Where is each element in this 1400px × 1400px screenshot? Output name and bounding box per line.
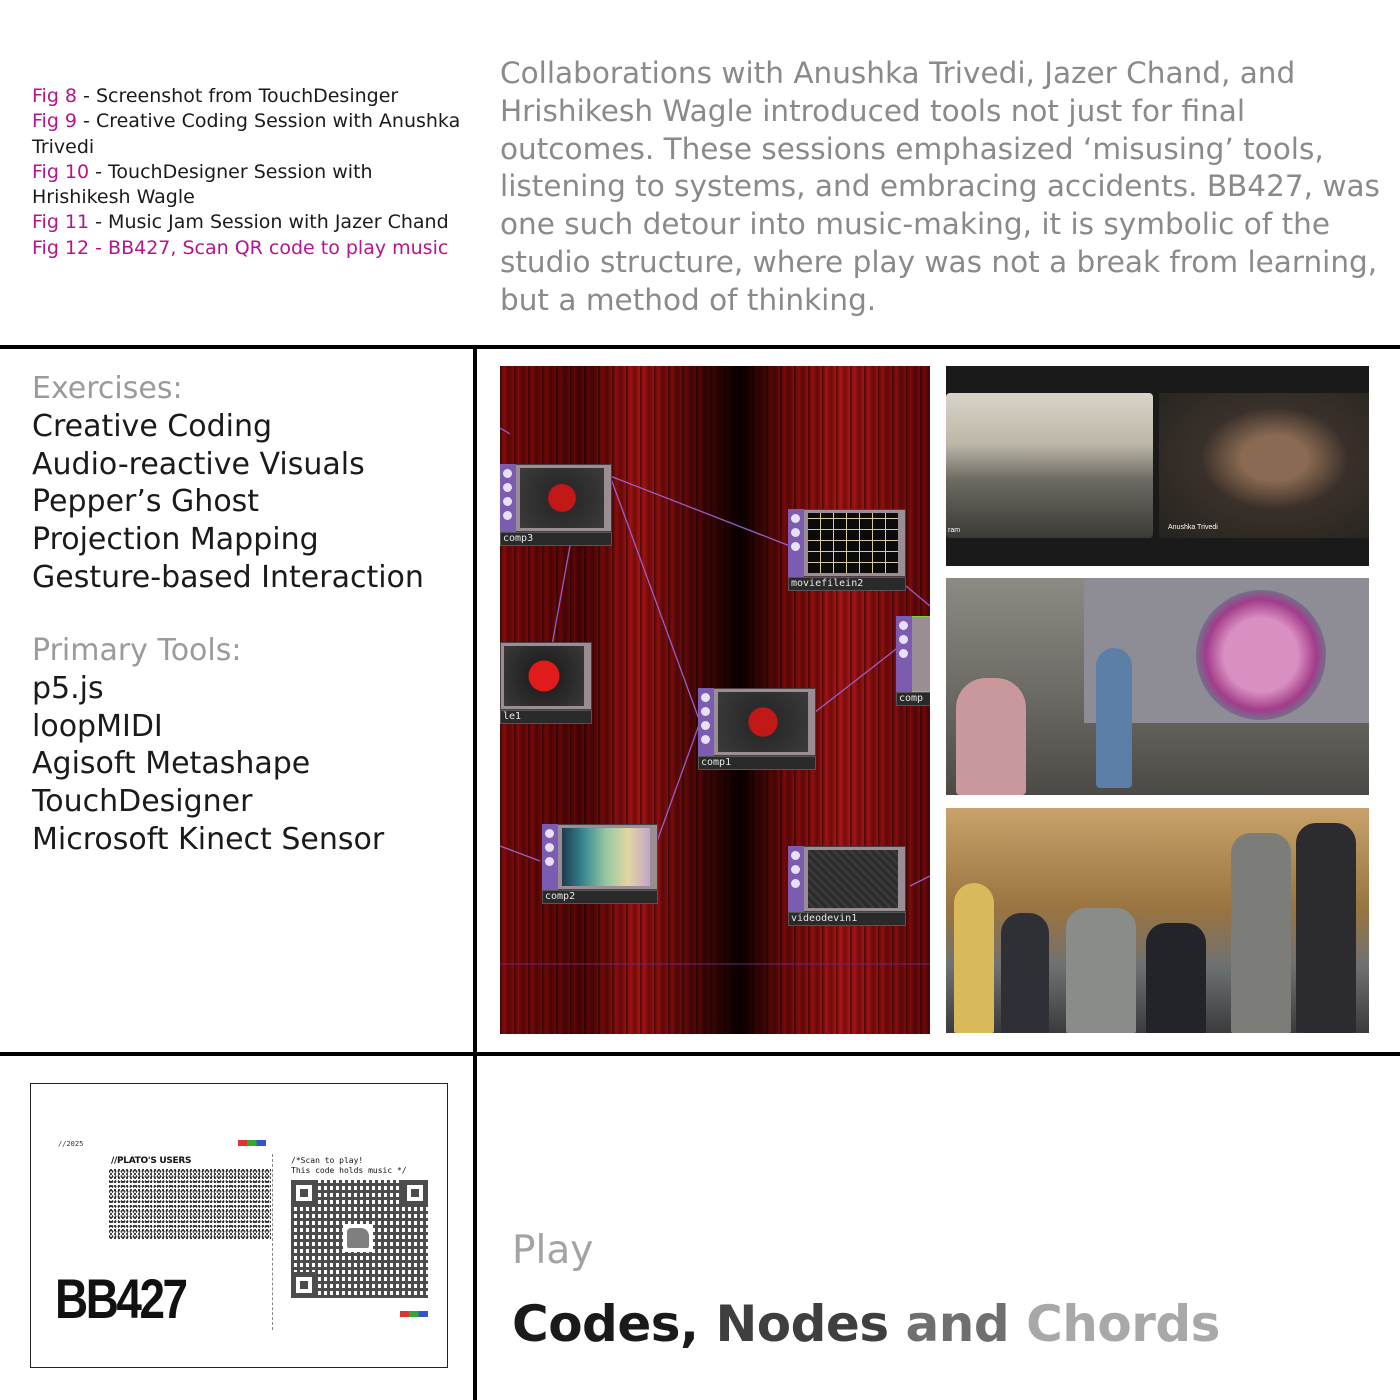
card-year: //2025 — [58, 1140, 84, 1148]
node-label-bar — [788, 912, 906, 926]
node-comp1[interactable] — [698, 688, 816, 770]
color-bars — [400, 1311, 428, 1317]
node-sidebar — [788, 509, 804, 577]
tools-heading: Primary Tools: — [32, 633, 242, 668]
scan-instructions — [291, 1156, 407, 1176]
projected-visual — [1196, 590, 1326, 720]
node-label-bar — [788, 577, 906, 591]
card-title: BB427 — [55, 1267, 186, 1330]
headline-word: and — [905, 1295, 1010, 1353]
node-sidebar — [698, 688, 714, 756]
tool-item: TouchDesigner — [32, 784, 253, 820]
node-label: comp1 — [701, 757, 732, 768]
touchdesigner-session-photo — [946, 578, 1369, 795]
color-bars — [238, 1140, 266, 1146]
caption-text: - Creative Coding Session with Anushka Trivedi — [32, 110, 461, 158]
section-kicker: Play — [512, 1228, 594, 1273]
tools-list — [32, 632, 472, 859]
caption-fig-label: Fig 11 — [32, 211, 90, 234]
card-dashed-divider — [272, 1154, 273, 1330]
jam-figure — [1231, 833, 1291, 1033]
qr-eye — [291, 1272, 317, 1298]
divider-vertical — [473, 345, 477, 1400]
caption-text: - TouchDesigner Session with Hrishikesh Wagle — [32, 160, 373, 209]
caption-fig-label: Fig 10 — [32, 160, 90, 183]
divider-bottom — [0, 1052, 1400, 1056]
node-label-bar — [698, 756, 816, 770]
intro-paragraph: Collaborations with Anushka Trivedi, Jazer Chand, and Hrishikesh Wagle introduced tools not just for final outcomes. These sessions emphasized ‘misusing’ tools, listening to systems, and embracing accidents. BB427, was one such detour into music-making, it is symbolic of the studio structure, where play was not a break from learning, but a method of thinking. — [500, 56, 1380, 317]
caption-text: - Music Jam Session with Jazer Chand — [89, 211, 449, 234]
caption-fig12 — [32, 236, 462, 261]
node-label: comp2 — [545, 891, 576, 902]
node-label: comp3 — [503, 533, 534, 544]
exercise-item: Gesture-based Interaction — [32, 559, 424, 595]
music-jam-photo — [946, 808, 1369, 1033]
caption-fig-label: Fig 8 — [32, 85, 78, 107]
node-label: moviefilein2 — [791, 578, 864, 589]
caption-text: - BB427, Scan QR code to play music — [89, 236, 449, 259]
touchdesigner-screenshot — [500, 366, 930, 1034]
qr-eye — [291, 1180, 317, 1206]
node-label-bar — [542, 890, 658, 904]
node-comp2[interactable] — [542, 824, 658, 904]
exercise-item: Pepper’s Ghost — [32, 484, 260, 520]
exercises-heading: Exercises: — [32, 371, 183, 406]
caption-fig10 — [32, 160, 462, 211]
node-preview — [718, 692, 808, 752]
node-sidebar — [500, 464, 516, 532]
jam-figure — [1066, 908, 1136, 1033]
exercises-list — [32, 370, 472, 597]
headline-word: Chords — [1026, 1295, 1220, 1353]
presenter-figure — [1096, 648, 1132, 788]
caption-fig9 — [32, 109, 462, 160]
noise-pattern — [109, 1168, 271, 1240]
headline-word: Codes, — [512, 1295, 699, 1353]
node-le1[interactable] — [500, 642, 592, 724]
scan-line: This code holds music */ — [291, 1166, 407, 1175]
tool-item: Microsoft Kinect Sensor — [32, 821, 385, 857]
caption-text: - Screenshot from TouchDesinger — [77, 85, 399, 107]
node-comp-partial[interactable] — [896, 616, 930, 706]
dino-icon — [343, 1224, 373, 1252]
section-headline — [512, 1295, 1220, 1353]
node-preview — [562, 828, 650, 886]
node-label: comp — [899, 693, 924, 704]
jam-figure — [1146, 923, 1206, 1033]
node-label-bar — [500, 532, 612, 546]
divider-top — [0, 345, 1400, 349]
caption-fig-label: Fig 12 — [32, 236, 90, 259]
node-moviefilein2[interactable] — [788, 509, 906, 591]
node-sidebar — [788, 846, 804, 912]
node-videodevin1[interactable] — [788, 846, 906, 926]
zoom-tile-group — [946, 393, 1153, 538]
caption-fig-label: Fig 9 — [32, 110, 78, 133]
zoom-speaker-name: Anushka Trivedi — [1168, 524, 1218, 531]
node-label-bar — [896, 692, 930, 706]
caption-fig8 — [32, 84, 462, 109]
qr-eye — [402, 1180, 428, 1206]
zoom-session-photo — [946, 366, 1369, 566]
node-preview — [808, 513, 898, 573]
headline-word: Nodes — [715, 1295, 889, 1353]
node-label-bar — [500, 710, 592, 724]
caption-fig11 — [32, 210, 462, 235]
tool-item: Agisoft Metashape — [32, 746, 311, 782]
scan-line: /*Scan to play! — [291, 1156, 364, 1165]
node-preview — [520, 468, 604, 528]
node-preview — [504, 646, 584, 706]
bb427-card — [30, 1083, 448, 1368]
node-label: le1 — [503, 711, 522, 722]
seated-figure — [956, 678, 1026, 795]
zoom-participant-name: ram — [948, 527, 961, 534]
tool-item: p5.js — [32, 671, 104, 706]
qr-code[interactable] — [291, 1180, 428, 1298]
exercise-item: Audio-reactive Visuals — [32, 446, 365, 482]
exercise-item: Creative Coding — [32, 409, 273, 444]
exercise-item: Projection Mapping — [32, 522, 319, 558]
jam-figure — [954, 883, 994, 1033]
node-label: videodevin1 — [791, 913, 858, 924]
tool-item: loopMIDI — [32, 708, 163, 744]
node-preview — [808, 850, 898, 908]
node-sidebar — [896, 616, 912, 692]
node-comp3[interactable] — [500, 464, 612, 546]
node-sidebar — [542, 824, 558, 890]
jam-figure — [1001, 913, 1049, 1033]
figure-captions — [32, 84, 462, 261]
card-brand: //PLATO'S USERS — [111, 1156, 192, 1166]
jam-figure — [1296, 823, 1356, 1033]
zoom-tile-speaker — [1159, 393, 1369, 538]
